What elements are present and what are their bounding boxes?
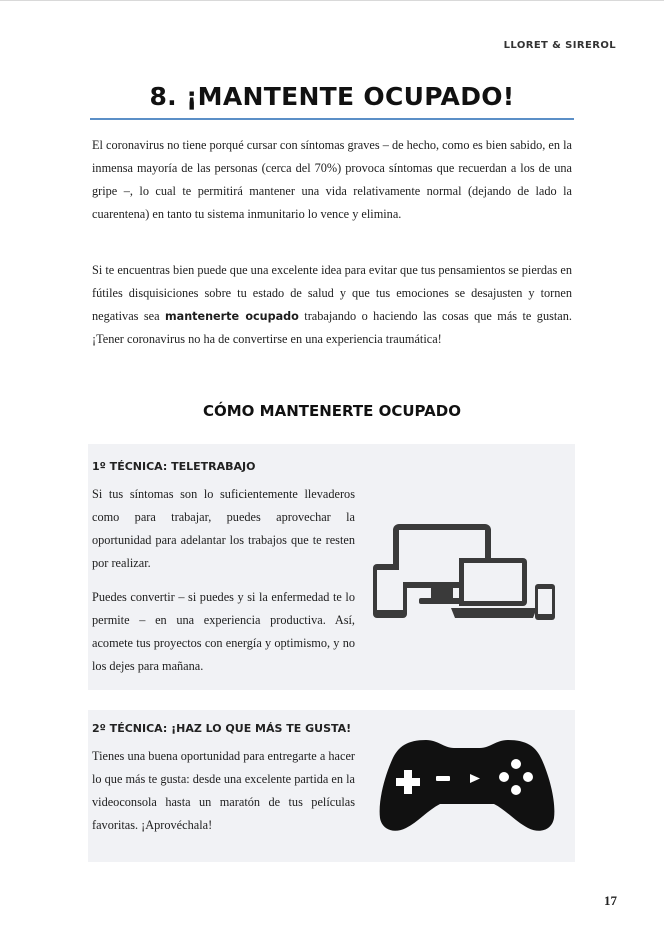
intro-paragraph-2 (92, 259, 572, 351)
technique-1-paragraph-1: Si tus síntomas son lo suficientemente llevaderos como para trabajar, puedes aprovechar la oportunidad para adelantar los trabajos que te resten por realizar. (92, 487, 355, 570)
technique-1-paragraph-2: Puedes convertir – si puedes y si la enfermedad te lo permite – en una experiencia productiva. Así, acomete tus proyectos con energía y optimismo, y no los dejes para mañana. (92, 590, 355, 673)
section-title: CÓMO MANTENERTE OCUPADO (203, 402, 461, 420)
page-title: 8. ¡MANTENTE OCUPADO! (149, 82, 515, 111)
technique-2-box (88, 710, 575, 862)
gamepad-icon (378, 734, 556, 834)
title-underline (90, 118, 574, 120)
technique-1-box (88, 444, 575, 690)
devices-icon (373, 524, 559, 624)
technique-1-heading: 1º TÉCNICA: TELETRABAJO (92, 460, 256, 473)
intro-p2-text-end: trabajando o haciendo las cosas que más te gustan. ¡Tener coronavirus no ha de convertirse en una experiencia traumática! (92, 309, 572, 346)
page-number: 17 (604, 893, 617, 908)
top-border (0, 0, 664, 1)
intro-p2-text-start: Si te encuentras bien puede que una excelente idea para evitar que tus pensamientos se pierdas en fútiles disquisiciones sobre tu estado de salud y que tus emociones se desajusten y tornen negativas sea (92, 263, 572, 323)
intro-paragraph-1: El coronavirus no tiene porqué cursar con síntomas graves – de hecho, como es bien sabido, en la inmensa mayoría de las personas (cerca del 70%) provoca síntomas que recuerdan a los de una gripe –, lo cual te permitirá mantener una vida relativamente normal (dejando de lado la cuarentena) en tanto tu sistema inmunitario lo vence y elimina. (92, 138, 572, 221)
technique-2-heading: 2º TÉCNICA: ¡HAZ LO QUE MÁS TE GUSTA! (92, 722, 352, 735)
technique-2-paragraph-1: Tienes una buena oportunidad para entregarte a hacer lo que más te gusta: desde una excelente partida en la videoconsola hasta un maratón de tus películas favoritas. ¡Aprovéchala! (92, 749, 355, 832)
intro-p2-bold-phrase: mantenerte ocupado (164, 310, 299, 323)
header-brand: LLORET & SIREROL (503, 40, 616, 51)
